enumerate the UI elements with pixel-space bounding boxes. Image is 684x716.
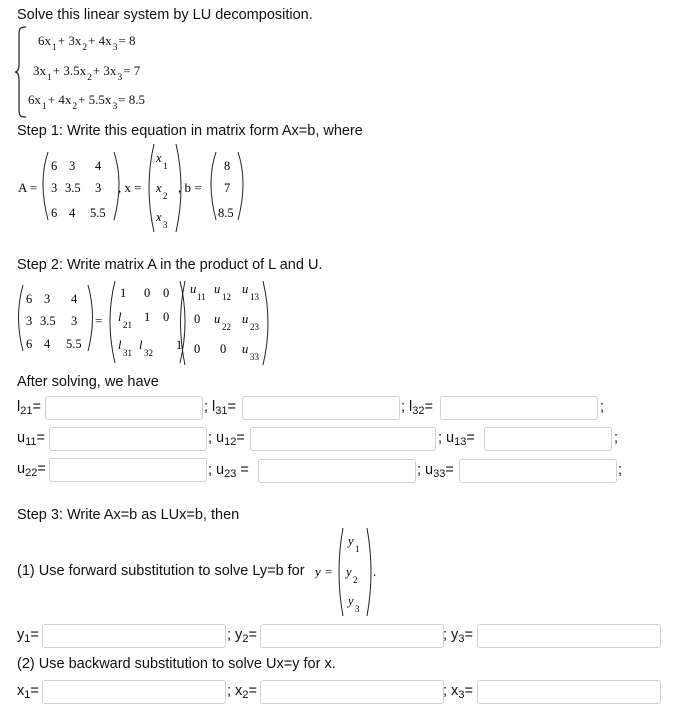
x3-label: ; $x_3=$	[443, 683, 473, 701]
L-cell: 0	[163, 286, 170, 300]
y1-input[interactable]	[42, 624, 226, 648]
U-cell: u	[242, 312, 249, 326]
A2-cell: 3	[44, 292, 51, 306]
y3-label: ; $y_3=$	[443, 627, 473, 645]
system-brace	[14, 26, 28, 118]
y-vec-entry: y	[348, 594, 354, 608]
U-sub: 23	[250, 322, 259, 332]
x1-label: $x_1=$	[17, 683, 39, 701]
step2-text: Step 2: Write matrix A in the product of L and U.	[17, 257, 323, 273]
x2-input[interactable]	[260, 680, 444, 704]
A2-cell: 3	[71, 314, 78, 328]
A2-cell: 5.5	[66, 337, 82, 351]
step2-matrices	[14, 281, 274, 367]
L-cell: l	[118, 310, 122, 324]
A2-cell: 4	[44, 337, 51, 351]
step3-text: Step 3: Write Ax=b as LUx=b, then	[17, 507, 240, 523]
x3-input[interactable]	[477, 680, 661, 704]
u11-label: $u_{11}=$	[17, 430, 45, 448]
l21-input[interactable]	[45, 396, 203, 420]
x-vec-entry: x	[156, 151, 162, 165]
L-cell: l	[118, 338, 122, 352]
l32-input[interactable]	[440, 396, 598, 420]
b-label: , b =	[178, 180, 202, 195]
U-cell: 0	[220, 342, 227, 356]
forward-substitution-text: (1) Use forward substitution to solve Ly=b for	[17, 563, 305, 579]
x2-label: ; $x_2=$	[227, 683, 257, 701]
step1-matrices	[10, 142, 250, 234]
u33-input[interactable]	[459, 459, 617, 483]
u12-label: ; $u_{12}=$	[208, 430, 245, 448]
y2-input[interactable]	[260, 624, 444, 648]
problem-title: Solve this linear system by LU decomposition.	[17, 7, 313, 23]
u11-input[interactable]	[49, 427, 207, 451]
semicolon: ;	[618, 462, 623, 478]
b-vec-entry: 8.5	[218, 206, 234, 220]
L-cell: 0	[144, 286, 151, 300]
u22-label: $u_{22}=$	[17, 461, 46, 479]
period: .	[373, 564, 377, 579]
y-vec-entry: y	[346, 565, 352, 579]
y-label: y =	[315, 564, 333, 579]
x-vec-sub: 2	[163, 191, 168, 201]
semicolon: ;	[614, 430, 619, 446]
A2-cell: 4	[71, 292, 78, 306]
equals-sign: =	[95, 313, 103, 328]
U-sub: 22	[222, 322, 231, 332]
l31-label: ; $l_{31}=$	[204, 399, 236, 417]
U-cell: u	[214, 312, 221, 326]
x-vec-entry: x	[156, 181, 162, 195]
U-cell: u	[242, 282, 249, 296]
y3-input[interactable]	[477, 624, 661, 648]
U-sub: 11	[197, 292, 206, 302]
u13-input[interactable]	[484, 427, 612, 451]
A-cell: 5.5	[90, 206, 106, 220]
U-cell: u	[190, 282, 197, 296]
u12-input[interactable]	[250, 427, 436, 451]
A-cell: 4	[95, 159, 102, 173]
equation-3: $6x_1+ 4x_2+ 5.5x_3= 8.5$	[28, 92, 146, 112]
u22-input[interactable]	[49, 458, 207, 482]
L-cell: l	[139, 338, 143, 352]
A2-cell: 6	[26, 337, 33, 351]
after-solving-text: After solving, we have	[17, 374, 159, 390]
y2-label: ; $y_2=$	[227, 627, 257, 645]
L-cell: 1	[120, 286, 127, 300]
x-vec-sub: 3	[163, 220, 168, 230]
A2-cell: 3.5	[40, 314, 56, 328]
U-cell: 0	[194, 312, 201, 326]
l21-label: $l_{21}=$	[17, 399, 41, 417]
L-sub: 21	[123, 320, 132, 330]
x1-input[interactable]	[42, 680, 226, 704]
A-cell: 3	[95, 181, 102, 195]
y-vector	[315, 526, 381, 618]
U-cell: 0	[194, 342, 201, 356]
equation-2: $3x_1+ 3.5x_2+ 3x_3= 7$	[33, 63, 141, 83]
u33-label: ; $u_{33}=$	[417, 462, 454, 480]
L-cell: 0	[163, 310, 170, 324]
L-cell: 1	[144, 310, 151, 324]
y-vec-sub: 1	[355, 544, 360, 554]
y-vec-entry: y	[348, 534, 354, 548]
L-sub: 32	[144, 348, 153, 358]
y-vec-sub: 2	[353, 575, 358, 585]
A-cell: 6	[51, 159, 58, 173]
b-vec-entry: 8	[224, 159, 231, 173]
U-cell: u	[214, 282, 221, 296]
u13-label: ; $u_{13}=$	[438, 430, 475, 448]
x-vec-sub: 1	[163, 161, 168, 171]
u23-input[interactable]	[258, 459, 416, 483]
U-cell: u	[242, 342, 249, 356]
A-cell: 4	[69, 206, 76, 220]
A-label: A =	[18, 180, 38, 195]
L-cell: 1	[176, 338, 183, 352]
l32-label: ; $l_{32}=$	[401, 399, 433, 417]
A-cell: 6	[51, 206, 58, 220]
A2-cell: 6	[26, 292, 33, 306]
x-label: , x =	[118, 180, 142, 195]
semicolon: ;	[600, 399, 605, 415]
b-vec-entry: 7	[224, 181, 231, 195]
A2-cell: 3	[26, 314, 33, 328]
L-sub: 31	[123, 348, 132, 358]
U-sub: 33	[250, 352, 259, 362]
y-vec-sub: 3	[355, 604, 360, 614]
U-sub: 13	[250, 292, 259, 302]
A-cell: 3	[69, 159, 76, 173]
step1-text: Step 1: Write this equation in matrix form Ax=b, where	[17, 123, 363, 139]
x-vec-entry: x	[156, 210, 162, 224]
l31-input[interactable]	[242, 396, 400, 420]
backward-substitution-text: (2) Use backward substitution to solve Ux=y for x.	[17, 656, 336, 672]
A-cell: 3.5	[65, 181, 81, 195]
equation-1: $6x_1+ 3x_2+ 4x_3= 8$	[38, 33, 136, 53]
U-sub: 12	[222, 292, 231, 302]
u23-label: ; $u_{23}$ =	[208, 462, 249, 480]
A-cell: 3	[51, 181, 58, 195]
y1-label: $y_1=$	[17, 627, 39, 645]
